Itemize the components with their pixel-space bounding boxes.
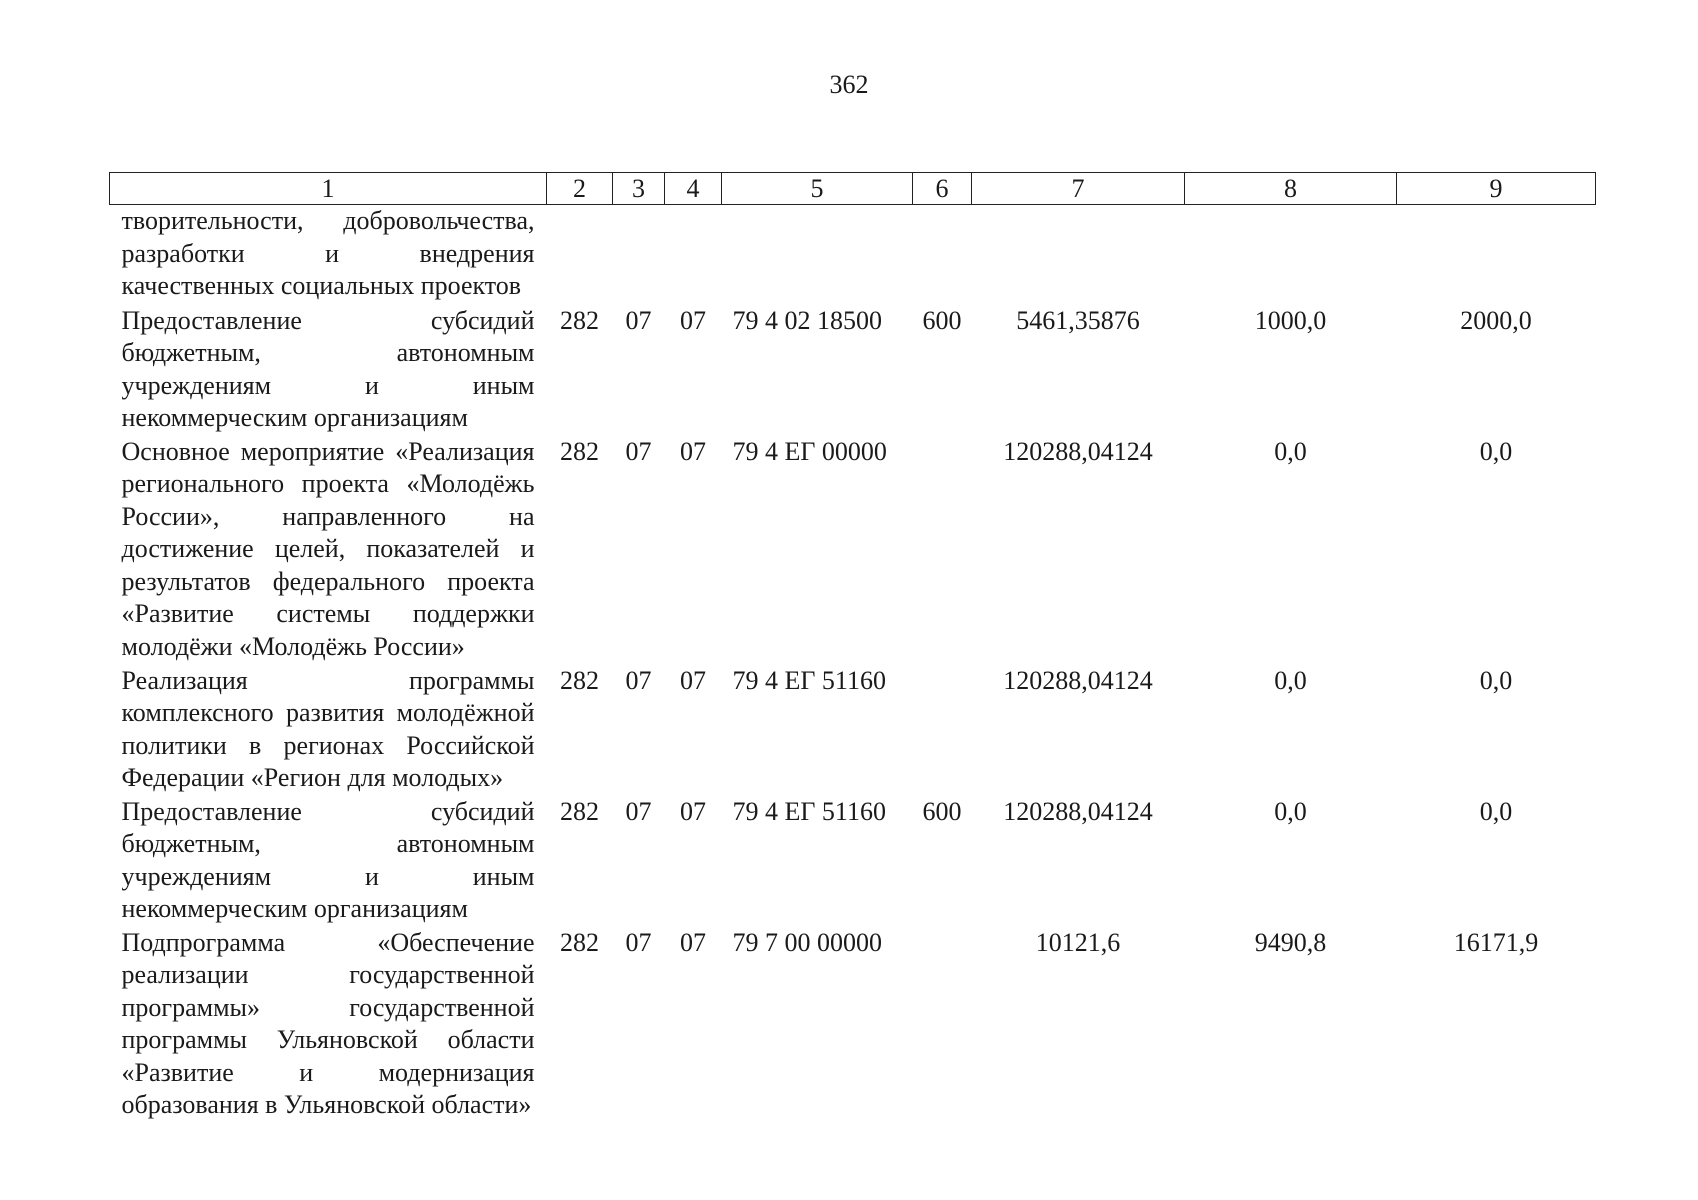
row-grbs: 282: [560, 927, 599, 957]
row-target-code: 79 4 ЕГ 51160: [732, 796, 886, 826]
budget-table: [109, 172, 1596, 1124]
row-name: Основное мероприятие «Реализация регионального проекта «Молодёжь России», направленного на достижение целей, показателей и результатов федерального проекта «Развитие системы поддержки молодёжи «Молодёжь России»: [121, 436, 535, 662]
row-amount-2: 0,0: [1274, 665, 1307, 695]
row-expense-type: 600: [922, 305, 962, 335]
table-row: [110, 205, 1596, 305]
row-section: 07: [625, 927, 652, 957]
row-grbs: 282: [560, 796, 599, 826]
row-expense-type: [913, 927, 972, 1124]
row-subsection: 07: [680, 796, 706, 826]
row-amount-2: 9490,8: [1254, 927, 1327, 957]
row-section: 07: [625, 436, 652, 466]
page-number: 362: [829, 70, 869, 99]
header-col-5: 5: [722, 173, 913, 205]
header-col-3: 3: [613, 173, 665, 205]
row-name: Реализация программы комплексного развития молодёжной политики в регионах Российской Федерации «Регион для молодых»: [121, 665, 535, 793]
row-grbs: [547, 205, 613, 305]
row-amount-2: 1000,0: [1254, 305, 1327, 335]
row-amount-1: 120288,04124: [1003, 665, 1153, 695]
row-subsection: [665, 205, 722, 305]
row-amount-2: [1185, 205, 1397, 305]
row-amount-2: 0,0: [1274, 436, 1307, 466]
row-amount-1: 120288,04124: [1003, 796, 1153, 826]
table-row: [110, 796, 1596, 927]
row-name: творительности, добровольчества, разработки и внедрения качественных социальных проектов: [121, 206, 535, 301]
header-col-2: 2: [547, 173, 613, 205]
row-grbs: 282: [560, 436, 599, 466]
row-amount-1: 120288,04124: [1003, 436, 1153, 466]
row-subsection: 07: [680, 436, 706, 466]
row-amount-3: 0,0: [1479, 436, 1513, 466]
row-amount-1: 10121,6: [1035, 927, 1121, 957]
row-section: 07: [625, 305, 652, 335]
row-section: 07: [625, 796, 652, 826]
header-col-8: 8: [1185, 173, 1397, 205]
row-expense-type: 600: [922, 796, 962, 826]
header-col-9: 9: [1397, 173, 1596, 205]
header-row: [110, 173, 1596, 205]
row-grbs: 282: [560, 665, 599, 695]
row-section: [613, 205, 665, 305]
row-expense-type: [913, 436, 972, 665]
table-row: [110, 436, 1596, 665]
row-amount-3: 2000,0: [1460, 305, 1532, 335]
header-col-7: 7: [972, 173, 1185, 205]
row-target-code: 79 4 ЕГ 00000: [732, 436, 887, 466]
header-col-6: 6: [913, 173, 972, 205]
row-target-code: 79 4 02 18500: [732, 305, 882, 335]
row-amount-3: 0,0: [1479, 665, 1513, 695]
row-grbs: 282: [560, 305, 599, 335]
table-row: [110, 927, 1596, 1124]
row-section: 07: [625, 665, 652, 695]
row-amount-1: [972, 205, 1185, 305]
row-expense-type: [913, 665, 972, 796]
row-name: Предоставление субсидий бюджетным, автономным учреждениям и иным некоммерческим организациям: [121, 796, 535, 924]
row-amount-2: 0,0: [1274, 796, 1307, 826]
table-row: [110, 665, 1596, 796]
row-amount-3: [1397, 205, 1596, 305]
row-name: Подпрограмма «Обеспечение реализации государственной программы» государственной программы Ульяновской области «Развитие и модернизация образования в Ульяновской области»: [121, 927, 535, 1120]
row-target-code: 79 4 ЕГ 51160: [732, 665, 886, 695]
row-target-code: [722, 205, 913, 305]
row-expense-type: [913, 205, 972, 305]
row-amount-3: 0,0: [1479, 796, 1513, 826]
table-row: [110, 305, 1596, 436]
row-subsection: 07: [680, 665, 706, 695]
row-name: Предоставление субсидий бюджетным, автономным учреждениям и иным некоммерческим организациям: [121, 305, 535, 433]
row-subsection: 07: [680, 927, 706, 957]
row-amount-3: 16171,9: [1453, 927, 1539, 957]
header-col-1: 1: [110, 173, 547, 205]
row-amount-1: 5461,35876: [1016, 305, 1140, 335]
header-col-4: 4: [665, 173, 722, 205]
row-target-code: 79 7 00 00000: [732, 927, 882, 957]
row-subsection: 07: [680, 305, 706, 335]
